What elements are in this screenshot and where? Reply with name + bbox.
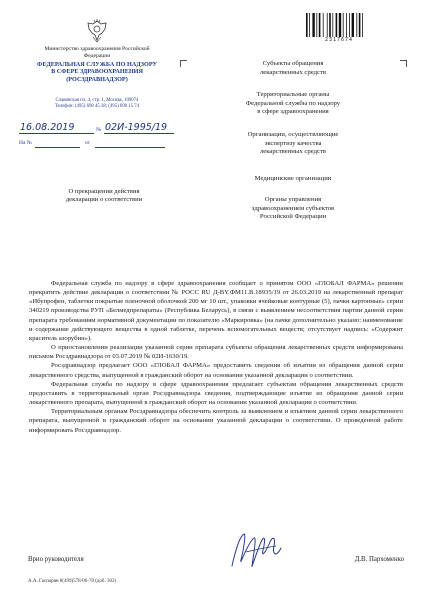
corner-mark <box>180 60 187 67</box>
addressee-line: лекарственных средств <box>259 68 327 76</box>
signature-block <box>28 556 404 563</box>
body-paragraph: Федеральная служба по надзору в сфере здравоохранения предлагает субъектам обращения лекарственных средств предоставить в территориальный орган Росздравнадзора сведения, подтверждающие изъятие из обращения данной серии лекарственного препарата, выпущенной в гражданский оборот на основании указанной декларации о соответствии. <box>29 380 403 407</box>
service-line: ФЕДЕРАЛЬНАЯ СЛУЖБА ПО НАДЗОРУ <box>37 61 157 68</box>
handwritten-signature <box>226 528 286 574</box>
addressee-group <box>218 91 368 117</box>
barcode-bar <box>316 13 317 37</box>
subject-line: декларации о соответствии <box>65 196 143 204</box>
ministry-name: Министерство здравоохранения Российской Федерации <box>44 46 150 59</box>
addressee-line: Федеральной службы по надзору <box>245 99 341 107</box>
address-line: Телефон: (495) 698 45 38; (495) 698 15 74 <box>54 104 140 110</box>
addressee-line: Российской Федерации <box>259 213 327 221</box>
registration-date: 16.08.2019 <box>20 122 75 133</box>
registration-line <box>19 122 181 136</box>
barcode-bar <box>319 13 321 37</box>
barcode-number: 2317674 <box>324 37 354 43</box>
barcode-bar <box>332 13 333 37</box>
barcode-bar <box>356 13 357 37</box>
barcode-bar <box>362 13 363 37</box>
addressee-line: лекарственных средств <box>259 148 327 156</box>
barcode-bar <box>306 13 308 37</box>
body-paragraph: Федеральная служба по надзору в сфере здравоохранения сообщает о принятом ООО «ГЛОБАЛ ФАРМА» решении прекратить действие декларации о соответствии № РОСС RU Д-BY.ФМ11.В.18935/19 от 26.03.2019 на лекарственный препарат «Ибупрофен, таблетки покрытые пленочной оболочкой 200 мг 10 шт., упаковки ячейковые контурные (5), пачки картонные» серии 340219 производства РУП «Белмедпрепараты» (Республика Беларусь), в связи с выявлением несоответствия партии данной серии препарата требованиям нормативной документации по показателю «Маркировка» (на пачке дополнительно указано: наименование и содержание действующего вещества в одной таблетке, перечень вспомогательных веществ; отсутствует надпись: «Содержит краситель азорубин»). <box>29 280 403 342</box>
barcode-bar <box>312 13 314 37</box>
addressee-line: в сфере здравоохранения <box>257 108 329 116</box>
barcode-bar <box>346 13 347 37</box>
service-line: (РОСЗДРАВНАДЗОР) <box>66 75 128 83</box>
number-prefix: № <box>96 127 102 133</box>
subject-line: О прекращении действия <box>68 188 140 195</box>
barcode-bar <box>352 13 354 37</box>
barcode-bar <box>349 13 350 37</box>
addressee-group <box>218 175 368 184</box>
barcode-bar <box>327 13 328 37</box>
letter-subject <box>39 188 169 205</box>
body-paragraph: О приостановлении реализации указанной серии препарата субъекты обращения лекарственных средств информированы письмом Росздравнадзора от 03.07.2019 № 02И-1630/19. <box>29 344 403 361</box>
addressee-group <box>218 60 368 77</box>
address-line: Славянская пл. 4, стр. 1, Москва, 109074 <box>55 98 139 103</box>
service-address <box>22 98 172 111</box>
service-name <box>22 61 172 83</box>
addressee-line: Организации, осуществляющие <box>247 131 339 138</box>
barcode <box>305 13 373 37</box>
barcode-bar <box>323 13 324 37</box>
service-line: В СФЕРЕ ЗДРАВООХРАНЕНИЯ <box>51 68 143 76</box>
signatory-name: Д.В. Пархоменко <box>354 556 404 563</box>
addressee-line: здравоохранением субъектов <box>251 204 335 212</box>
addressee-group <box>218 196 368 222</box>
barcode-bar <box>329 13 331 37</box>
barcode-bar <box>359 13 361 37</box>
registration-number: 02И-1995/19 <box>105 122 168 133</box>
barcode-bar <box>343 13 344 37</box>
body-paragraph: Территориальным органам Росздравнадзора обеспечить контроль за выявлением и изъятием данной серии лекарственного препарата, выпущенной в гражданский оборот на основании указанной декларации о соответствии. О проведенной работе информировать Росздравнадзор. <box>29 408 403 434</box>
corner-mark <box>400 60 407 67</box>
barcode-bars <box>305 13 373 37</box>
addressee-line: экспертизу качества <box>264 139 322 147</box>
reference-line <box>19 140 181 150</box>
barcode-bar <box>336 13 338 37</box>
addressee-line: Органы управления <box>264 196 322 203</box>
addressee-line: Медицинские организации <box>254 175 332 182</box>
addressee-line: Территориальные органы <box>256 91 330 98</box>
barcode-bar <box>309 13 310 37</box>
addressee-group <box>218 131 368 157</box>
coat-of-arms-emblem <box>84 18 110 44</box>
executor-info: А.А. Гаспарян 8(499)578-06-70 (доб. 302) <box>28 579 117 584</box>
letter-body <box>29 279 403 435</box>
body-paragraph: Росздравнадзор предлагает ООО «ГЛОБАЛ ФАРМА» предоставить сведения об изъятии из обращения данной серии лекарственного средства, выпущенной в гражданский оборот на основании указанной декларации о соответствии. <box>29 362 403 379</box>
signatory-position: Врио руководителя <box>28 556 84 563</box>
ref-from: от <box>85 140 91 146</box>
addressee-line: Субъекты обращения <box>262 60 324 67</box>
ref-prefix: На № <box>19 140 33 146</box>
barcode-bar <box>339 13 341 37</box>
